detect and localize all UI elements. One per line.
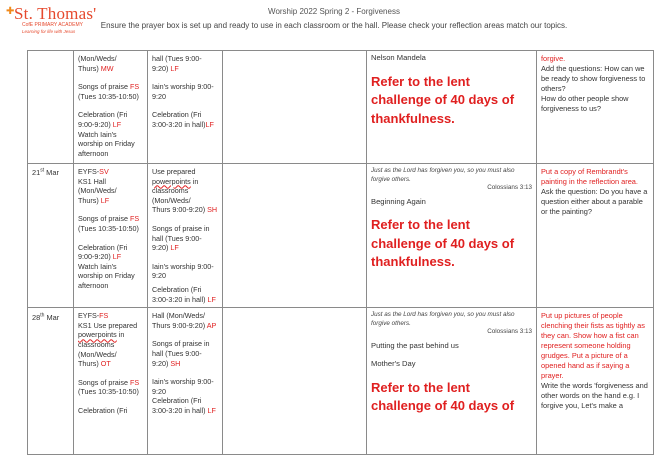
bible-reference: Colossians 3:13 (487, 184, 532, 191)
empty-cell (223, 51, 367, 164)
logo-subtitle: CofE PRIMARY ACADEMY (22, 22, 83, 28)
logo-tagline: Learning for life with Jesus (22, 29, 76, 34)
bible-reference: Colossians 3:13 (487, 328, 532, 336)
worship-schedule-table (27, 50, 654, 455)
ks2-cell: hall (Tues 9:00- 9:20) LF Iain's worship 9:00- 9:20 Celebration (Fri 3:00-3:20 in hall)LF (148, 51, 223, 164)
date-cell: 21st Mar (28, 164, 74, 308)
ks1-cell: (Mon/Weds/ Thurs) MW Songs of praise FS (Tues 10:35-10:50) Celebration (Fri 9:00-9:20) LF Watch Iain's worship on Friday afternoon (74, 51, 148, 164)
reflection-cell: Put up pictures of people clenching their fists as tightly as they can. Show how a fist can represent someone holding grudges. Put a picture of a opened hand as if saying a prayer. Write the words 'forgiveness and other words on the hand e.g. I forgive you, Let's make a (537, 308, 654, 455)
reflection-cell: forgive. Add the questions: How can we be ready to show forgiveness to others? How do other people show forgiveness to us? (537, 51, 654, 164)
date-cell (28, 51, 74, 164)
theme-text: Nelson Mandela (371, 53, 426, 62)
theme-cell (367, 164, 537, 308)
bible-verse: Just as the Lord has forgiven you, so you must also forgive others. (371, 167, 515, 183)
theme-cell (367, 51, 537, 164)
document-instruction: Ensure the prayer box is set up and ready to use in each classroom or the hall. Please check your reflection areas match our topics. (100, 21, 568, 30)
theme-title: Putting the past behind us (371, 340, 459, 350)
cross-icon: ✚ (6, 6, 15, 17)
date-cell: 28th Mar (28, 308, 74, 455)
table-row (28, 51, 654, 164)
page-header (0, 0, 668, 48)
ks2-cell: Use prepared powerpoints in classrooms (Mon/Weds/ Thurs 9:00-9:20) SH Songs of praise in hall (Tues 9:00- 9:20) LF Iain's worship 9:00- 9:20 Celebration (Fri 3:00-3:20 in hall) LF (148, 164, 223, 308)
table-row (28, 164, 654, 308)
theme-event: Mother's Day (371, 359, 416, 369)
bible-verse: Just as the Lord has forgiven you, so you must also forgive others. (371, 311, 515, 327)
ks1-cell: EYFS-SV KS1 Hall (Mon/Weds/ Thurs) LF Songs of praise FS (Tues 10:35-10:50) Celebration (Fri 9:00-9:20) LF Watch Iain's worship on Friday afternoon (74, 164, 148, 308)
ks2-cell: Hall (Mon/Weds/ Thurs 9:00-9:20) AP Songs of praise in hall (Tues 9:00- 9:20) SH Iain's worship 9:00- 9:20 Celebration (Fri 3:00-3:20 in hall) LF (148, 308, 223, 455)
document-title: Worship 2022 Spring 2 - Forgiveness (268, 7, 400, 16)
theme-title: Beginning Again (371, 196, 426, 206)
lent-challenge-note: Refer to the lent challenge of 40 days of thankfulness. (371, 217, 515, 270)
logo-name: St. Thomas' (14, 4, 97, 23)
lent-challenge-note: Refer to the lent challenge of 40 days of (371, 379, 515, 414)
empty-cell (223, 164, 367, 308)
ks1-cell: EYFS-FS KS1 Use prepared powerpoints in classrooms (Mon/Weds/ Thurs) OT Songs of praise FS (Tues 10:35-10:50) Celebration (Fri (74, 308, 148, 455)
reflection-cell: Put a copy of Rembrandt's painting in the reflection area. Ask the question: Do you have a question either about a parable or the painting? (537, 164, 654, 308)
lent-challenge-note: Refer to the lent challenge of 40 days of thankfulness. (371, 73, 515, 126)
